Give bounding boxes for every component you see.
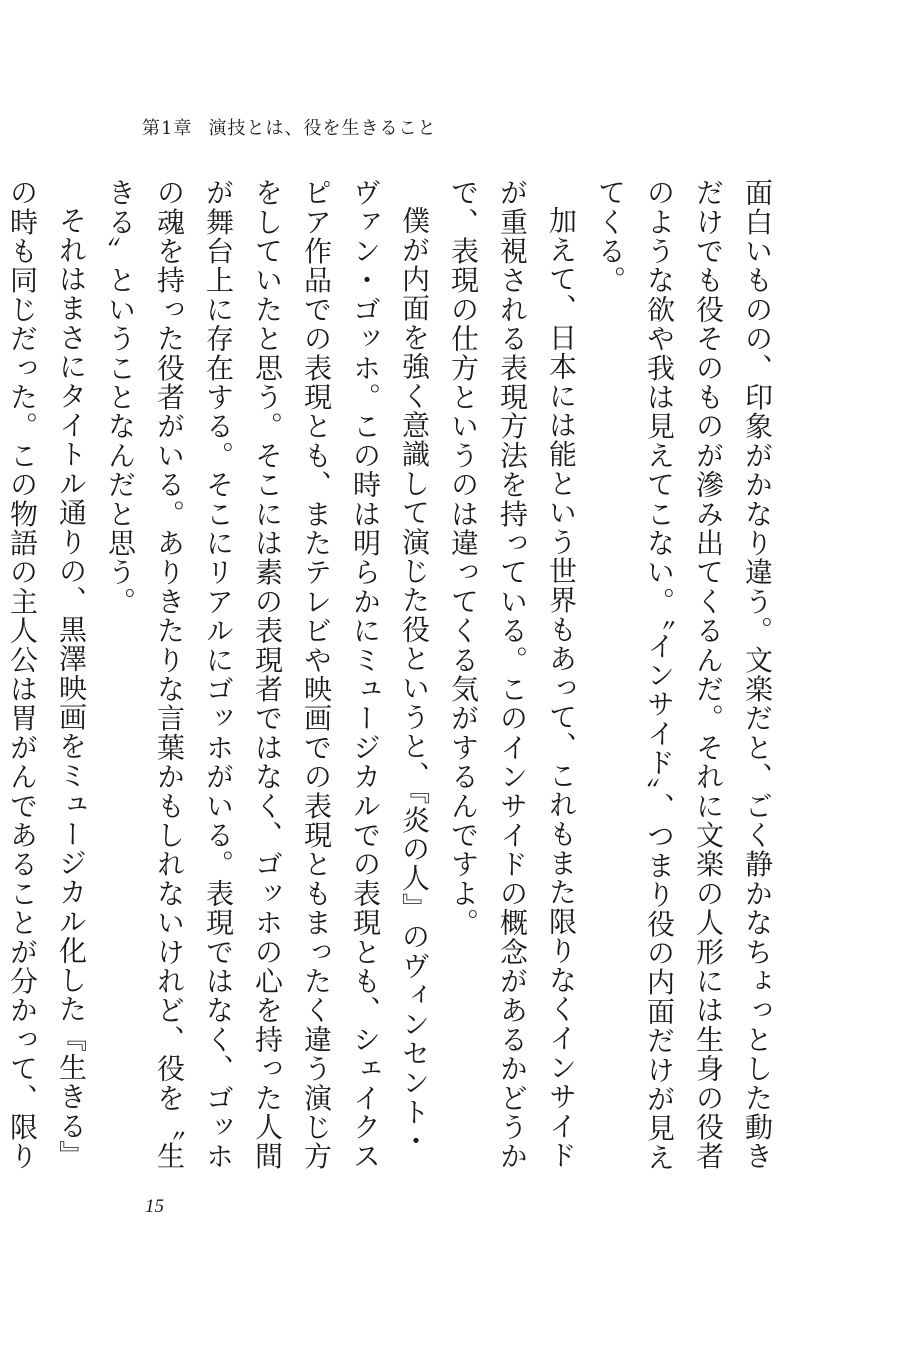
chapter-title: 演技とは、役を生きること: [208, 118, 437, 139]
chapter-label: 第1章: [142, 118, 193, 139]
body-text: [6, 178, 782, 1178]
page-number: 15: [145, 1196, 164, 1217]
paragraph: 加えて、日本には能という世界もあって、これもまた限りなくインサイドが重視される表現方法を持っている。このインサイドの概念があるかどうかで、表現の仕方というのは違ってくる気がするんですよ。: [447, 178, 578, 1171]
paragraph: 面白いものの、印象がかなり違う。文楽だと、ごく静かなちょっとした動きだけでも役そのものが滲み出てくるんだ。それに文楽の人形には生身の役者のような欲や我は見えてこない。〝インサイド〟、つまり役の内面だけが見えてくる。: [594, 178, 774, 1172]
paragraph: それはまさにタイトル通りの、黒澤映画をミュージカル化した『生きる』の時も同じだった。この物語の主人公は胃がんであることが分かって、限り: [6, 178, 88, 1171]
paragraph: 僕が内面を強く意識して演じた役というと、『炎の人』のヴィンセント・ヴァン・ゴッホ。この時は明らかにミュージカルでの表現とも、シェイクスピア作品での表現とも、またテレビや映画での表現ともまったく違う演じ方をしていたと思う。そこには素の表現者ではなく、ゴッホの心を持った人間が舞台上に存在する。そこにリアルにゴッホがいる。表現ではなく、ゴッホの魂を持った役者がいる。ありきたりな言葉かもしれないけれど、役を〝生きる〟ということなんだと思う。: [104, 178, 431, 1171]
running-head: [142, 114, 436, 140]
